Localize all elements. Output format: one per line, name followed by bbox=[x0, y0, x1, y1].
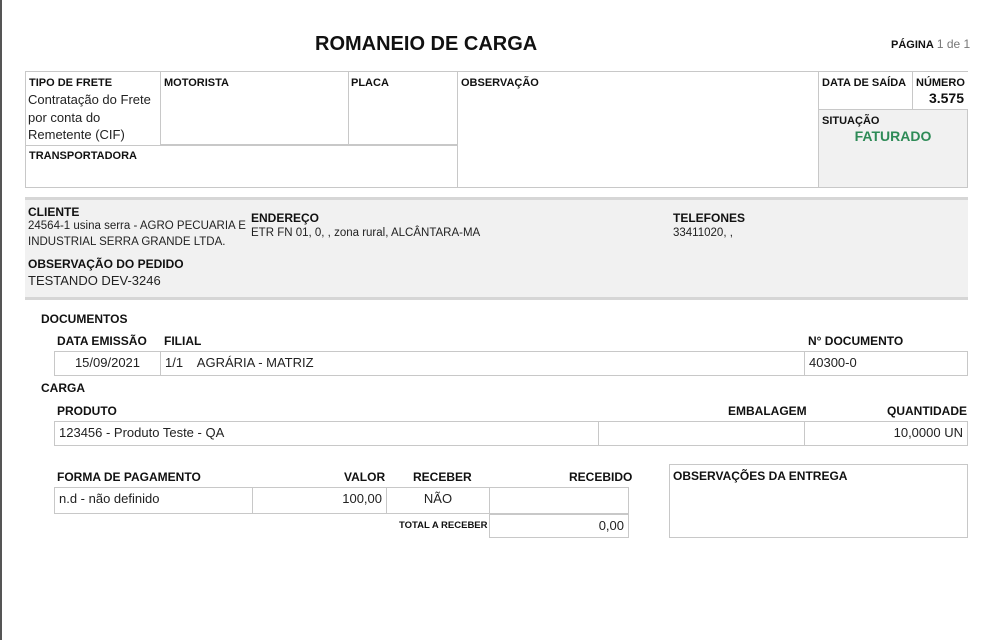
col-quantidade: QUANTIDADE bbox=[887, 404, 967, 418]
divider bbox=[348, 72, 349, 144]
page-indicator bbox=[891, 37, 970, 51]
window-edge bbox=[0, 0, 2, 640]
obs-pedido-value: TESTANDO DEV-3246 bbox=[28, 273, 161, 288]
doc-data-cell: 15/09/2021 bbox=[54, 351, 161, 376]
doc-num-cell: 40300-0 bbox=[804, 351, 968, 376]
motorista-label: MOTORISTA bbox=[164, 77, 229, 89]
transportadora-label: TRANSPORTADORA bbox=[29, 150, 137, 162]
col-receber: RECEBER bbox=[413, 470, 472, 484]
pag-forma-cell: n.d - não definido bbox=[54, 487, 253, 514]
telefones-label: TELEFONES bbox=[673, 211, 746, 225]
tipo-frete-line: por conta do bbox=[28, 109, 101, 125]
page-title: ROMANEIO DE CARGA bbox=[315, 33, 538, 55]
divider bbox=[160, 72, 161, 144]
endereco-label: ENDEREÇO bbox=[251, 211, 320, 225]
observacao-label: OBSERVAÇÃO bbox=[461, 77, 539, 89]
page-value: 1 de 1 bbox=[936, 37, 971, 51]
pag-recebido-cell bbox=[489, 487, 629, 514]
cliente-label: CLIENTE bbox=[28, 205, 80, 219]
tipo-frete-label: TIPO DE FRETE bbox=[29, 77, 113, 89]
endereco-value: ETR FN 01, 0, , zona rural, ALCÂNTARA-MA bbox=[251, 227, 481, 239]
cliente-line: INDUSTRIAL SERRA GRANDE LTDA. bbox=[28, 235, 226, 248]
total-receber-label: TOTAL A RECEBER bbox=[399, 520, 488, 531]
obs-entrega-label: OBSERVAÇÕES DA ENTREGA bbox=[673, 469, 848, 483]
carga-section-label: CARGA bbox=[41, 381, 85, 395]
tipo-frete-value bbox=[28, 91, 158, 144]
divider bbox=[25, 297, 968, 300]
situacao-label: SITUAÇÃO bbox=[822, 115, 880, 127]
telefones-value: 33411020, , bbox=[673, 227, 733, 239]
placa-label: PLACA bbox=[351, 77, 389, 89]
divider bbox=[819, 109, 967, 110]
numero-value: 3.575 bbox=[928, 90, 964, 106]
pag-receber-cell: NÃO bbox=[386, 487, 490, 514]
pag-valor-cell: 100,00 bbox=[252, 487, 387, 514]
data-saida-label: DATA DE SAÍDA bbox=[822, 77, 907, 89]
cliente-line: 24564-1 usina serra - AGRO PECUARIA E bbox=[28, 220, 246, 232]
col-data-emissao: DATA EMISSÃO bbox=[57, 334, 147, 348]
status-badge: FATURADO bbox=[854, 128, 932, 144]
doc-filial-cell: 1/1 AGRÁRIA - MATRIZ bbox=[160, 351, 805, 376]
col-recebido: RECEBIDO bbox=[569, 470, 633, 484]
col-forma-pagamento: FORMA DE PAGAMENTO bbox=[57, 470, 201, 484]
obs-pedido-label: OBSERVAÇÃO DO PEDIDO bbox=[28, 257, 184, 271]
col-embalagem: EMBALAGEM bbox=[728, 404, 807, 418]
carga-produto-cell: 123456 - Produto Teste - QA bbox=[54, 421, 599, 446]
col-valor: VALOR bbox=[344, 470, 386, 484]
col-produto: PRODUTO bbox=[57, 404, 117, 418]
numero-label: NÚMERO bbox=[916, 77, 965, 89]
tipo-frete-line: Remetente (CIF) bbox=[28, 127, 125, 142]
carga-quantidade-cell: 10,0000 UN bbox=[804, 421, 968, 446]
documentos-section-label: DOCUMENTOS bbox=[41, 312, 128, 326]
total-receber-value: 0,00 bbox=[489, 514, 629, 538]
divider bbox=[26, 145, 457, 146]
page-label: PÁGINA bbox=[891, 39, 934, 51]
cliente-value bbox=[28, 219, 246, 250]
tipo-frete-line: Contratação do Frete bbox=[28, 92, 151, 107]
carga-embalagem-cell bbox=[598, 421, 805, 446]
col-filial: FILIAL bbox=[164, 334, 202, 348]
col-num-documento: N° DOCUMENTO bbox=[808, 334, 904, 348]
